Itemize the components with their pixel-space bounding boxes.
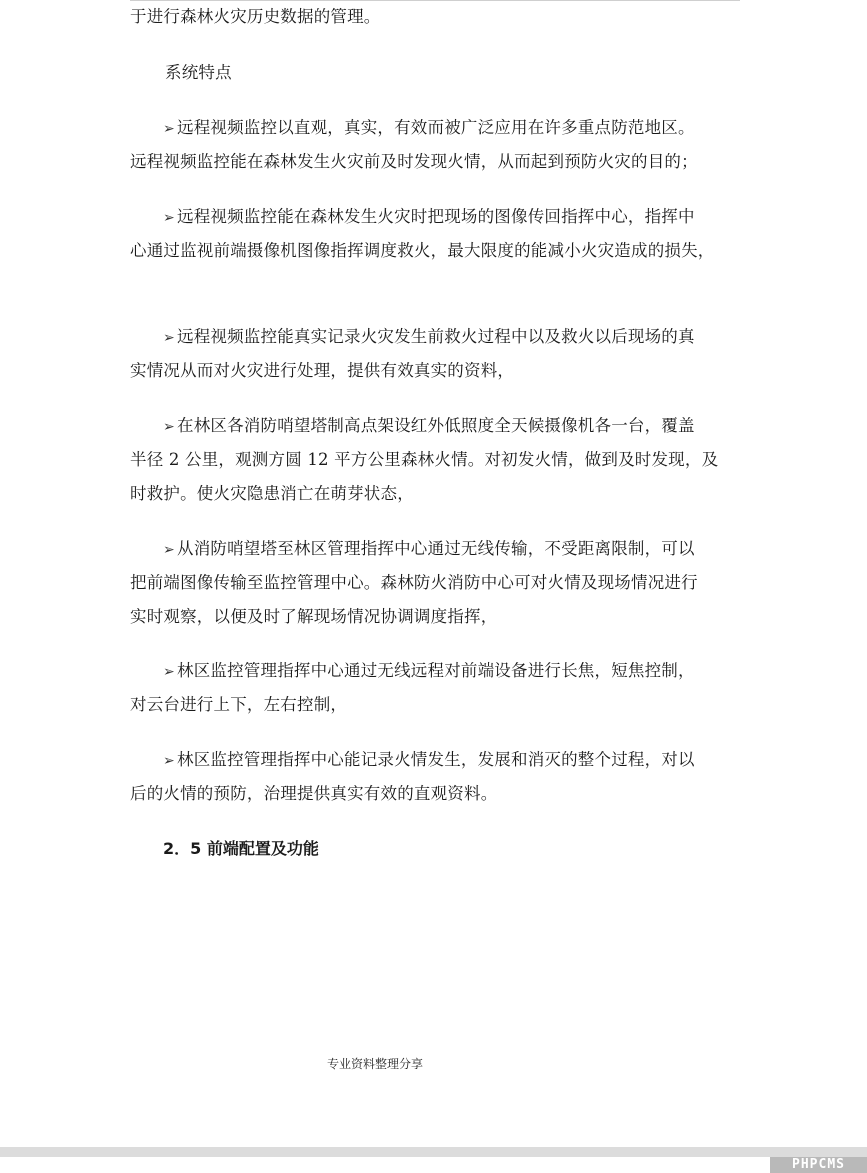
bullet-item-3-line-2: 实情况从而对火灾进行处理，提供有效真实的资料，: [130, 361, 515, 380]
bullet-icon: ➢: [163, 330, 175, 346]
bullet-item-4-line-2: 半径 2 公里，观测方圆 12 平方公里森林火情。对初发火情，做到及时发现，及: [130, 450, 719, 469]
bullet-item-4-line-3: 时救护。使火灾隐患消亡在萌芽状态，: [130, 484, 414, 503]
bullet-item-7-line-1: ➢ 林区监控管理指挥中心能记录火情发生，发展和消灭的整个过程，对以: [163, 749, 695, 772]
bullet-item-2-line-2: 心通过监视前端摄像机图像指挥调度救火，最大限度的能减小火灾造成的损失，: [130, 241, 715, 260]
bullet-item-5-line-2: 把前端图像传输至监控管理中心。森林防火消防中心可对火情及现场情况进行: [130, 573, 698, 592]
bullet-item-2-line-1: ➢ 远程视频监控能在森林发生火灾时把现场的图像传回指挥中心，指挥中: [163, 206, 695, 229]
section-label-features: 系统特点: [165, 63, 232, 82]
bullet-icon: ➢: [163, 210, 175, 226]
bullet-item-3-line-1: ➢ 远程视频监控能真实记录火灾发生前救火过程中以及救火以后现场的真: [163, 326, 695, 349]
bullet-icon: ➢: [163, 121, 175, 137]
bottom-bar: [0, 1143, 867, 1173]
bullet-item-1-line-1: ➢ 远程视频监控以直观，真实，有效而被广泛应用在许多重点防范地区。: [163, 117, 695, 140]
bullet-icon: ➢: [163, 664, 175, 680]
bullet-item-1-line-2: 远程视频监控能在森林发生火灾前及时发现火情，从而起到预防火灾的目的；: [130, 152, 698, 171]
bullet-item-5-line-3: 实时观察，以便及时了解现场情况协调调度指挥，: [130, 607, 498, 626]
bullet-item-6-line-2: 对云台进行上下，左右控制，: [130, 695, 348, 714]
bullet-item-5-line-1: ➢ 从消防哨望塔至林区管理指挥中心通过无线传输，不受距离限制，可以: [163, 538, 695, 561]
bullet-item-4-line-1: ➢ 在林区各消防哨望塔制高点架设红外低照度全天候摄像机各一台，覆盖: [163, 415, 695, 438]
bullet-icon: ➢: [163, 542, 175, 558]
text-line-1: 于进行森林火灾历史数据的管理。: [130, 7, 381, 26]
bullet-item-6-line-1: ➢ 林区监控管理指挥中心通过无线远程对前端设备进行长焦，短焦控制，: [163, 660, 695, 683]
bullet-icon: ➢: [163, 419, 175, 435]
bullet-icon: ➢: [163, 753, 175, 769]
section-heading: 2．5 前端配置及功能: [163, 839, 319, 858]
page-footer: 专业资料整理分享: [327, 1057, 424, 1071]
bullet-item-7-line-2: 后的火情的预防，治理提供真实有效的直观资料。: [130, 784, 498, 803]
bottom-strip: [0, 1147, 867, 1157]
watermark-logo: PHPCMS: [770, 1157, 867, 1173]
